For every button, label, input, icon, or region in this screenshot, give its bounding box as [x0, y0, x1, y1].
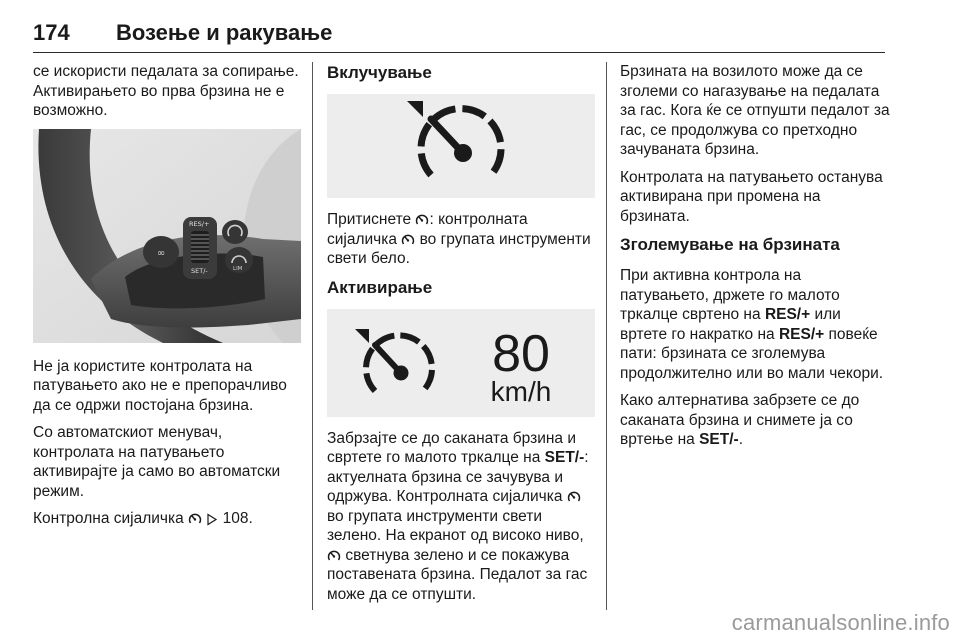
section-heading-switching-on: Вклучување	[327, 63, 432, 82]
paragraph: се искористи педалата за сопирање. Активирањето во прва брзина не е возможно.	[33, 63, 299, 119]
page-number: 174	[33, 20, 70, 45]
page-reference[interactable]: 108.	[222, 510, 253, 527]
paragraph: Не ја користите контролата на патувањето ако не е препорачливо да се одржи постојана брзина.	[33, 357, 287, 414]
page-reference-arrow-icon[interactable]	[206, 513, 218, 526]
cruise-speed-display-illustration	[327, 309, 595, 417]
text-run: Како алтернатива забрзете се до саканата брзина и снимете ја со вртење на	[620, 392, 860, 448]
column-1	[33, 62, 301, 537]
cruise-control-icon	[188, 512, 202, 526]
cruise-control-icon	[401, 233, 415, 247]
section-heading-increase-speed: Зголемување на брзината	[620, 235, 840, 254]
text-run: во групата инструменти свети бело.	[327, 230, 591, 267]
res-label: RES/+	[778, 325, 825, 343]
chapter-title: Возење и ракување	[116, 20, 333, 45]
text-run: Притиснете	[327, 211, 412, 228]
text-run: во групата инструменти свети зелено. На екранот од високо ниво,	[327, 507, 584, 544]
cruise-on-button	[222, 220, 248, 244]
paragraph: Брзината на возилото може да се зголеми со нагазување на педалата за гас. Кога ќе се отпушти педалот за гас, се продолжува со претходно зачуваната брзина.	[620, 63, 890, 158]
text-run: Забрзајте се до саканата брзина и свртете го малото тркалце на	[327, 429, 577, 466]
text-run: светнува зелено и се покажува поставената брзина. Педалот за гас може да се отпушти.	[327, 546, 588, 603]
cruise-control-icon	[567, 490, 581, 504]
column-divider	[312, 62, 313, 610]
text-run: : контролната сијаличка	[327, 211, 528, 248]
paragraph	[620, 391, 890, 450]
paragraph	[33, 509, 301, 529]
section-heading-activation: Активирање	[327, 277, 433, 297]
text-run: или вртете го накратко на	[620, 306, 841, 343]
column-3	[620, 62, 890, 458]
column-divider	[606, 62, 607, 610]
res-label: RES/+	[764, 306, 811, 323]
cruise-indicator-illustration	[327, 94, 595, 198]
speed-unit: km/h	[490, 375, 552, 407]
paragraph: Со автоматскиот менувач, контролата на патувањето активирајте ја само во автоматски режим.	[33, 424, 281, 500]
cruise-control-icon	[327, 549, 341, 563]
text-run: При активна контрола на патувањето, држете го малото тркалце свртено на	[620, 267, 840, 323]
paragraph	[620, 266, 890, 383]
set-label: SET/-	[544, 449, 585, 466]
set-speed-value: 80	[492, 324, 550, 383]
set-label: SET/-	[191, 266, 208, 275]
cruise-control-icon	[415, 213, 429, 227]
text-run: Контролна сијаличка	[33, 510, 184, 527]
lim-label: LIM	[233, 265, 243, 272]
res-label: RES/+	[189, 219, 210, 228]
steering-wheel-photo	[33, 129, 301, 343]
set-label: SET/-	[699, 431, 739, 448]
cancel-icon: ∞	[156, 247, 166, 259]
paragraph: Контролата на патувањето останува активирана при промена на брзината.	[620, 168, 883, 225]
text-run: повеќе пати: брзината се зголемува продолжително или во мали чекори.	[620, 325, 884, 382]
paragraph	[327, 210, 595, 269]
page-header	[33, 20, 885, 53]
text-run: .	[738, 431, 744, 448]
column-2	[327, 62, 595, 612]
paragraph	[327, 429, 595, 605]
watermark: carmanualsonline.info	[731, 610, 950, 635]
text-run: : актуелната брзина се зачувува и одржува. Контролната сијаличка	[327, 449, 589, 505]
